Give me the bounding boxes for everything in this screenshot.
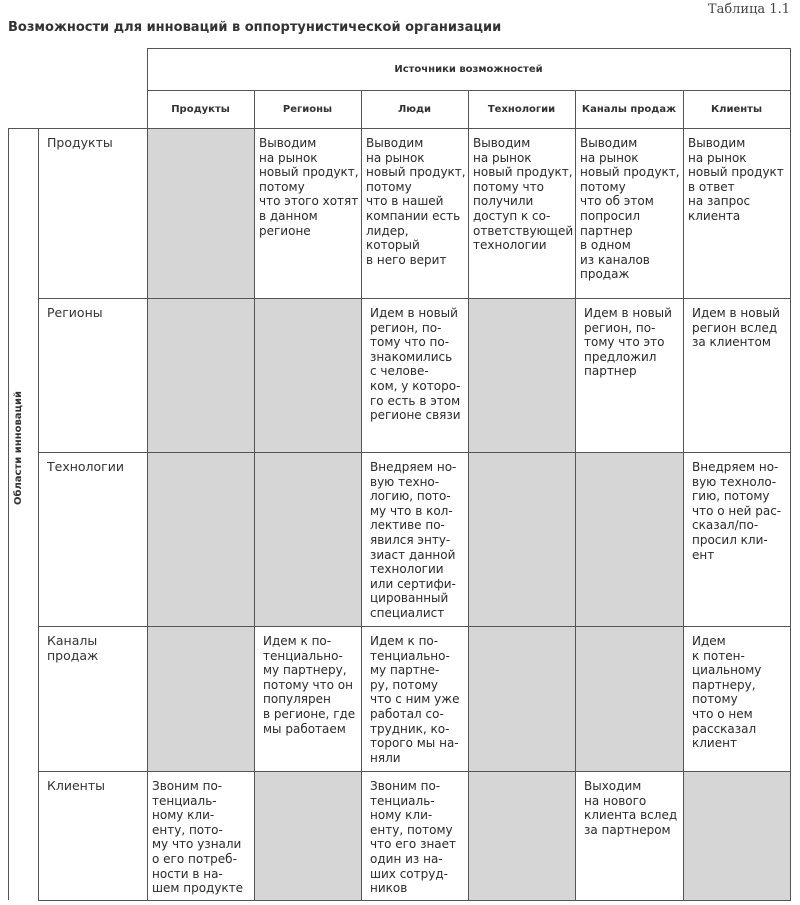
row-header: Регионы xyxy=(47,305,103,320)
column-divider xyxy=(254,90,255,900)
row-header: Клиенты xyxy=(47,778,106,793)
empty-cell xyxy=(469,453,575,626)
column-header: Каналы продаж xyxy=(581,104,677,115)
column-divider xyxy=(683,90,684,900)
empty-cell xyxy=(148,129,254,298)
row-divider xyxy=(38,626,791,627)
column-header: Клиенты xyxy=(710,104,763,115)
column-header: Продукты xyxy=(171,104,230,115)
table-cell: Внедряем но- вую техно- логию, пото- му что в кол- лективе по- явился энту- зиаст данной технологии или сертифи- цированный специалист xyxy=(370,460,457,620)
table-number: Таблица 1.1 xyxy=(707,2,790,17)
sources-header: Источники возможностей xyxy=(394,64,543,75)
column-header: Люди xyxy=(397,104,432,115)
row-header: Каналы продаж xyxy=(47,633,99,663)
empty-cell xyxy=(576,627,683,771)
row-header: Технологии xyxy=(47,459,124,474)
table-cell: Идем к по- тенциально- му партне- ру, потому что с ним уже работал со- трудник, ко- торого мы на- няли xyxy=(370,634,460,765)
table-cell: Звоним по- тенциаль- ному кли- енту, потому что его знает один из на- ших сотруд- ников xyxy=(370,779,457,896)
empty-cell xyxy=(469,627,575,771)
empty-cell xyxy=(148,299,254,452)
empty-cell xyxy=(148,453,254,626)
row-header: Продукты xyxy=(47,135,113,150)
table-cell: Выходим на нового клиента вслед за партнером xyxy=(584,779,678,837)
table-cell: Внедряем но- вую техноло- гию, потому что о ней рас- сказал/по- просил кли- ент xyxy=(692,460,782,562)
table-cell: Идем к по- тенциально- му партнеру, потому что он популярен в регионе, где мы работаем xyxy=(263,634,356,736)
column-divider xyxy=(147,48,148,900)
empty-cell xyxy=(255,299,361,452)
table-cell: Выводим на рынок новый продукт, потому что об этом попросил партнер в одном из каналов продаж xyxy=(580,136,680,282)
empty-cell xyxy=(255,772,361,900)
page-title: Возможности для инноваций в оппортунистической организации xyxy=(8,20,502,35)
table-cell: Выводим на рынок новый продукт, потому что получили доступ к со- ответствующей технологии xyxy=(473,136,574,253)
table-cell: Выводим на рынок новый продукт в ответ на запрос клиента xyxy=(688,136,784,223)
table-cell: Звоним по- тенциаль- ному кли- енту, пото- му что узнали о его потреб- ности в на- шем продукте xyxy=(152,779,244,896)
row-divider xyxy=(38,452,791,453)
table-cell: Выводим на рынок новый продукт, потому что в нашей компании есть лидер, который в него верит xyxy=(366,136,466,267)
table-border-left xyxy=(8,128,9,900)
table-border-right xyxy=(790,48,791,900)
column-divider xyxy=(575,90,576,900)
table-cell: Выводим на рынок новый продукт, потому что этого хотят в данном регионе xyxy=(259,136,359,238)
table-border-top xyxy=(147,48,791,49)
areas-header: Области инноваций xyxy=(13,391,24,505)
row-divider xyxy=(38,900,791,901)
area-divider xyxy=(38,128,39,900)
empty-cell xyxy=(576,453,683,626)
header-bottom-border xyxy=(8,128,791,129)
column-divider xyxy=(468,90,469,900)
row-divider xyxy=(38,298,791,299)
column-header: Регионы xyxy=(282,104,333,115)
column-header: Технологии xyxy=(487,104,556,115)
row-divider xyxy=(38,771,791,772)
column-divider xyxy=(361,90,362,900)
empty-cell xyxy=(469,772,575,900)
empty-cell xyxy=(255,453,361,626)
empty-cell xyxy=(684,772,790,900)
table-cell: Идем в новый регион вслед за клиентом xyxy=(692,306,780,350)
header-divider xyxy=(147,90,791,91)
empty-cell xyxy=(148,627,254,771)
empty-cell xyxy=(469,299,575,452)
table-cell: Идем в новый регион, по- тому что по- знакомились с челове- ком, у которо- го есть в этом регионе связи xyxy=(370,306,461,423)
table-cell: Идем к потен- циальному партнеру, потому что о нем рассказал клиент xyxy=(692,634,762,751)
table-cell: Идем в новый регион, по- тому что это предложил партнер xyxy=(584,306,672,379)
